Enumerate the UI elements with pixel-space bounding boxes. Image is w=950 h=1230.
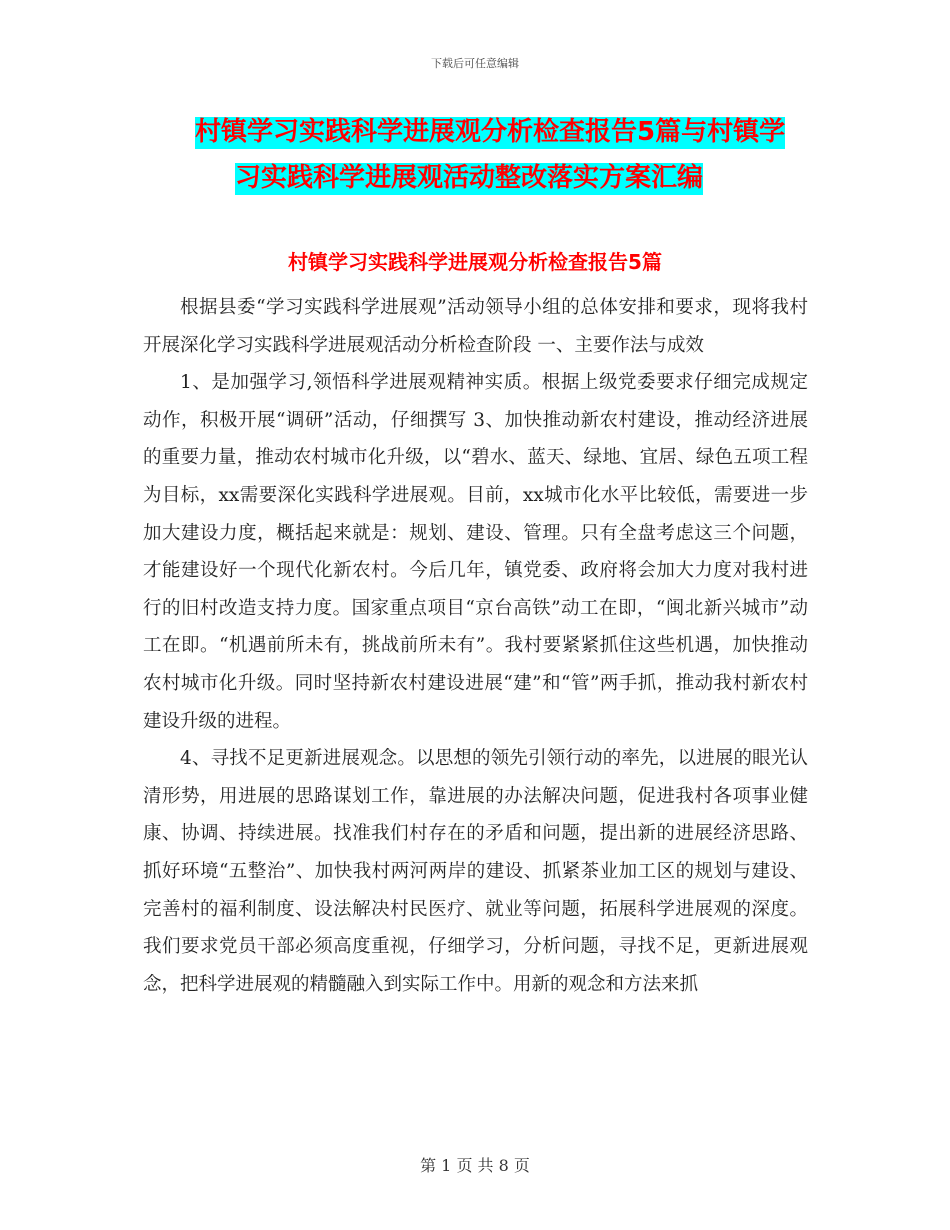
paragraph-intro: 根据县委“学习实践科学进展观”活动领导小组的总体安排和要求，现将我村开展深化学习实践科学进展观活动分析检查阶段 一、主要作法与成效 bbox=[143, 297, 808, 356]
title-line-1-text: 村镇学习实践科学进展观分析检查报告5篇与村镇学 bbox=[195, 117, 786, 147]
document-title bbox=[0, 110, 950, 200]
paragraph-item-4: 4、寻找不足更新进展观念。以思想的领先引领行动的率先，以进展的眼光认清形势，用进展的思路谋划工作，靠进展的办法解决问题，促进我村各项事业健康、协调、持续进展。找准我们村存在的矛盾和问题，提出新的进展经济思路、抓好环境“五整治”、加快我村两河两岸的建设、抓紧茶业加工区的规划与建设、完善村的福利制度、设法解决村民医疗、就业等问题，拓展科学进展观的深度。我们要求党员干部必须高度重视，仔细学习，分析问题，寻找不足，更新进展观念，把科学进展观的精髓融入到实际工作中。用新的观念和方法来抓 bbox=[143, 748, 808, 995]
paragraph-item-1: 1、是加强学习,领悟科学进展观精神实质。根据上级党委要求仔细完成规定动作，积极开展“调研”活动，仔细撰写 3、加快推动新农村建设，推动经济进展的重要力量，推动农村城市化升级，以“碧水、蓝天、绿地、宜居、绿色五项工程为目标，xx需要深化实践科学进展观。目前，xx城市化水平比较低，需要进一步加大建设力度，概括起来就是：规划、建设、管理。只有全盘考虑这三个问题，才能建设好一个现代化新农村。今后几年，镇党委、政府将会加大力度对我村进行的旧村改造支持力度。国家重点项目“京台高铁”动工在即，“闽北新兴城市”动工在即。“机遇前所未有，挑战前所未有”。我村要紧紧抓住这些机遇，加快推动农村城市化升级。同时坚持新农村建设进展“建”和“管”两手抓，推动我村新农村建设升级的进程。 bbox=[143, 372, 808, 732]
title-line-2-text: 习实践科学进展观活动整改落实方案汇编 bbox=[235, 163, 704, 193]
section-heading: 村镇学习实践科学进展观分析检查报告5篇 bbox=[288, 250, 662, 274]
page-indicator: 第 1 页 共 8 页 bbox=[420, 1156, 530, 1175]
title-line-1 bbox=[0, 110, 950, 154]
header-note: 下载后可任意编辑 bbox=[431, 57, 519, 70]
title-line-2 bbox=[0, 156, 950, 200]
document-body bbox=[143, 289, 808, 1003]
